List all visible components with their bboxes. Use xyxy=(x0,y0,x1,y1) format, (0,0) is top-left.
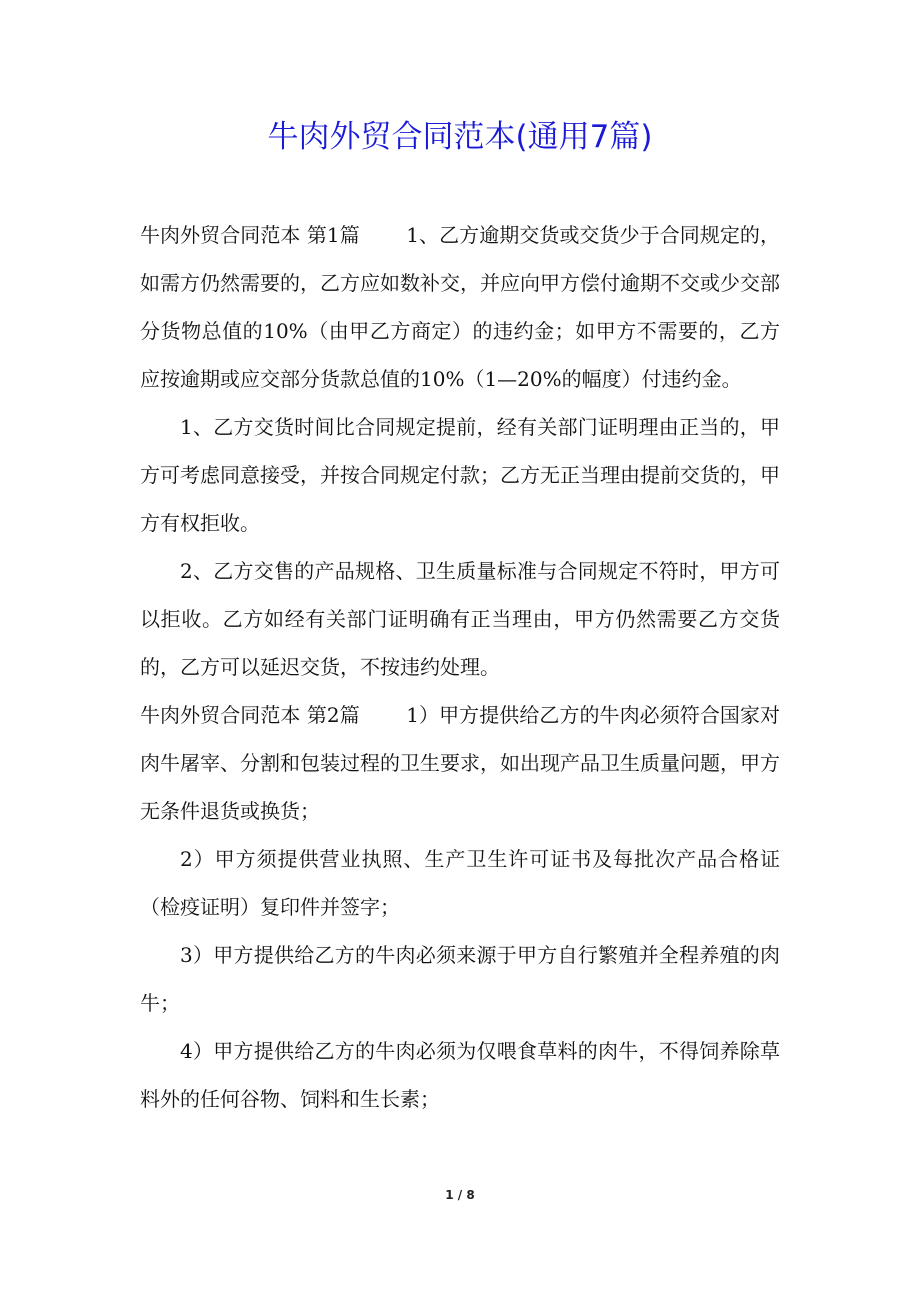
paragraph: 3）甲方提供给乙方的牛肉必须来源于甲方自行繁殖并全程养殖的肉牛； xyxy=(140,943,780,1015)
paragraph: 1、乙方交货时间比合同规定提前，经有关部门证明理由正当的，甲方可考虑同意接受，并按合同规定付款；乙方无正当理由提前交货的，甲方有权拒收。 xyxy=(140,415,780,535)
paragraph: 2、乙方交售的产品规格、卫生质量标准与合同规定不符时，甲方可以拒收。乙方如经有关部门证明确有正当理由，甲方仍然需要乙方交货的，乙方可以延迟交货，不按违约处理。 xyxy=(140,559,780,679)
paragraph: 4）甲方提供给乙方的牛肉必须为仅喂食草料的肉牛，不得饲养除草料外的任何谷物、饲料和生长素； xyxy=(140,1039,780,1111)
paragraph: 2）甲方须提供营业执照、生产卫生许可证书及每批次产品合格证（检疫证明）复印件并签字； xyxy=(140,847,780,919)
paragraph: 牛肉外贸合同范本 第1篇 1、乙方逾期交货或交货少于合同规定的，如需方仍然需要的，乙方应如数补交，并应向甲方偿付逾期不交或少交部分货物总值的10%（由甲乙方商定）的违约金；如甲方不需要的，乙方应按逾期或应交部分货款总值的10%（1—20%的幅度）付违约金。 xyxy=(140,223,780,391)
document-title: 牛肉外贸合同范本(通用7篇) xyxy=(267,119,653,155)
document-body xyxy=(140,211,780,1123)
page-number: 1 / 8 xyxy=(445,1188,475,1202)
paragraph: 牛肉外贸合同范本 第2篇 1）甲方提供给乙方的牛肉必须符合国家对肉牛屠宰、分割和包装过程的卫生要求，如出现产品卫生质量问题，甲方无条件退货或换货； xyxy=(140,703,780,823)
